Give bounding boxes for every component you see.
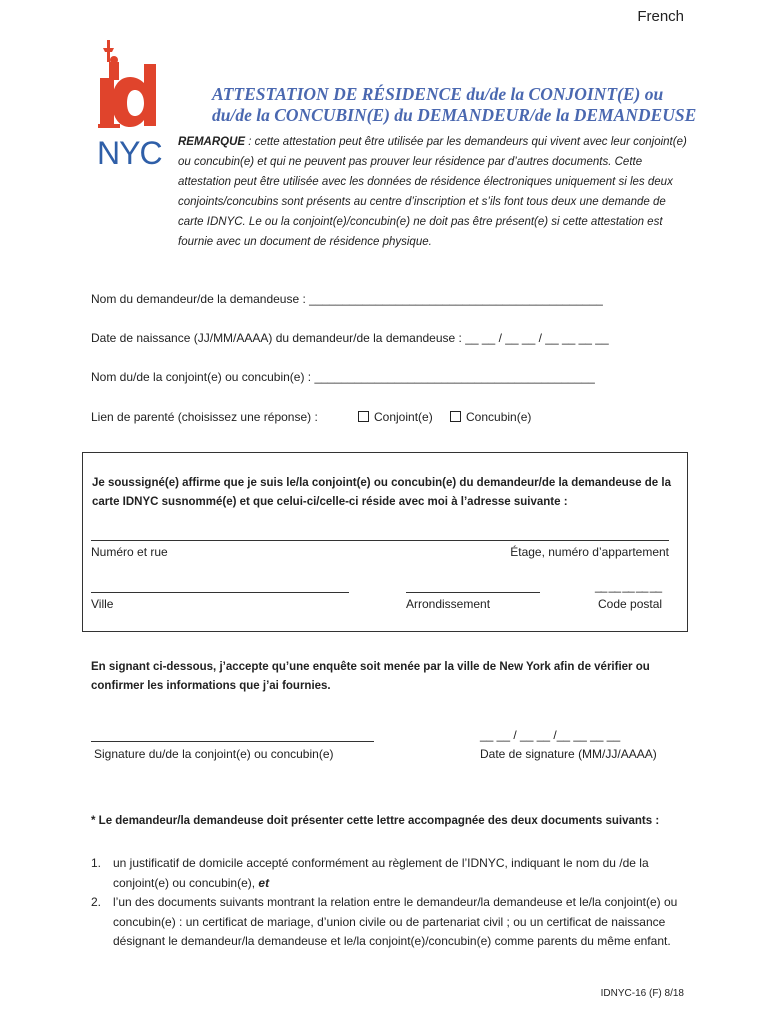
option-partner[interactable]	[450, 410, 531, 424]
document-title	[212, 84, 732, 126]
documents-intro: * Le demandeur/la demandeuse doit présenter cette lettre accompagnée des deux documents suivants :	[91, 815, 660, 827]
applicant-name-field[interactable]: Nom du demandeur/de la demandeuse : ____________________________________________	[91, 292, 603, 306]
zip-label: Code postal	[598, 597, 663, 611]
idnyc-logo	[94, 38, 174, 168]
partner-name-field[interactable]: Nom du/de la conjoint(e) ou concubin(e) : __________________________________________	[91, 370, 595, 384]
signature-date-label: Date de signature (MM/JJ/AAAA)	[480, 747, 657, 761]
option-spouse[interactable]	[358, 410, 433, 424]
option-spouse-label: Conjoint(e)	[374, 410, 433, 424]
borough-line[interactable]	[406, 592, 540, 593]
borough-label: Arrondissement	[406, 597, 491, 611]
remark-label: REMARQUE	[178, 136, 246, 148]
affirmation-text: Je soussigné(e) affirme que je suis le/la conjoint(e) ou concubin(e) du demandeur/de la demandeuse de la carte IDNYC susnommé(e) et que celui-ci/celle-ci réside avec moi à l’adresse suivante :	[92, 477, 671, 508]
floor-label: Étage, numéro d’appartement	[510, 545, 669, 559]
title-line-2: du/de la CONCUBIN(E) du DEMANDEUR/de la DEMANDEUSE	[212, 105, 697, 125]
city-line[interactable]	[91, 592, 349, 593]
signature-label: Signature du/de la conjoint(e) ou concubin(e)	[94, 747, 334, 761]
list-item	[91, 893, 701, 952]
form-id: IDNYC-16 (F) 8/18	[600, 988, 684, 999]
remark-note	[178, 132, 693, 252]
zip-blanks[interactable]: __ __ __ __ __	[595, 579, 662, 593]
list-item-text: l’un des documents suivants montrant la relation entre le demandeur/la demandeuse et le/la conjoint(e) ou concubin(e) : un certificat de mariage, d’union civile ou de partenariat civil ; ou un certificat de naissance désignant le demandeur/la demandeuse et le/la conjoint(e)/concubin(e) comme parents du même enfant.	[113, 895, 678, 948]
partner-checkbox[interactable]	[450, 411, 461, 422]
relation-label: Lien de parenté (choisissez une réponse) :	[91, 410, 318, 424]
city-label: Ville	[91, 597, 114, 611]
list-item-number: 2.	[91, 895, 102, 909]
street-label: Numéro et rue	[91, 545, 168, 559]
signature-date-blanks[interactable]: __ __ / __ __ /__ __ __ __	[480, 728, 621, 742]
option-partner-label: Concubin(e)	[466, 410, 532, 424]
documents-list	[91, 854, 701, 952]
statue-of-liberty-icon	[103, 40, 119, 80]
street-line[interactable]	[91, 540, 669, 541]
language-label: French	[637, 8, 684, 25]
spouse-checkbox[interactable]	[358, 411, 369, 422]
logo-id-letters	[98, 64, 156, 128]
consent-text: En signant ci-dessous, j’accepte qu’une enquête soit menée par la ville de New York afin de vérifier ou confirmer les informations que j’ai fournies.	[91, 661, 650, 692]
list-item-number: 1.	[91, 856, 102, 870]
list-item-text: un justificatif de domicile accepté conformément au règlement de l’IDNYC, indiquant le nom du /de la conjoint(e) ou concubin(e),	[113, 856, 649, 890]
list-item	[91, 854, 701, 893]
birth-date-field[interactable]: Date de naissance (JJ/MM/AAAA) du demandeur/de la demandeuse : __ __ / __ __ / __ __ __ __	[91, 331, 609, 345]
list-item-emphasis: et	[258, 875, 270, 890]
logo-nyc-text: NYC	[97, 135, 162, 168]
signature-line[interactable]	[91, 741, 374, 742]
remark-text: : cette attestation peut être utilisée par les demandeurs qui vivent avec leur conjoint(e) ou concubin(e) et qui ne peuvent pas prouver leur résidence par d’autres documents. Cette attestation peut être utilisée avec les données de résidence électroniques uniquement si les deux conjoints/concubins sont présents au centre d’inscription et s’ils font tous deux une demande de carte IDNYC. Le ou la conjoint(e)/concubin(e) ne doit pas être présent(e) si cette attestation est fournie avec un document de résidence physique.	[178, 136, 687, 248]
title-line-1: ATTESTATION DE RÉSIDENCE du/de la CONJOINT(E) ou	[212, 84, 664, 104]
